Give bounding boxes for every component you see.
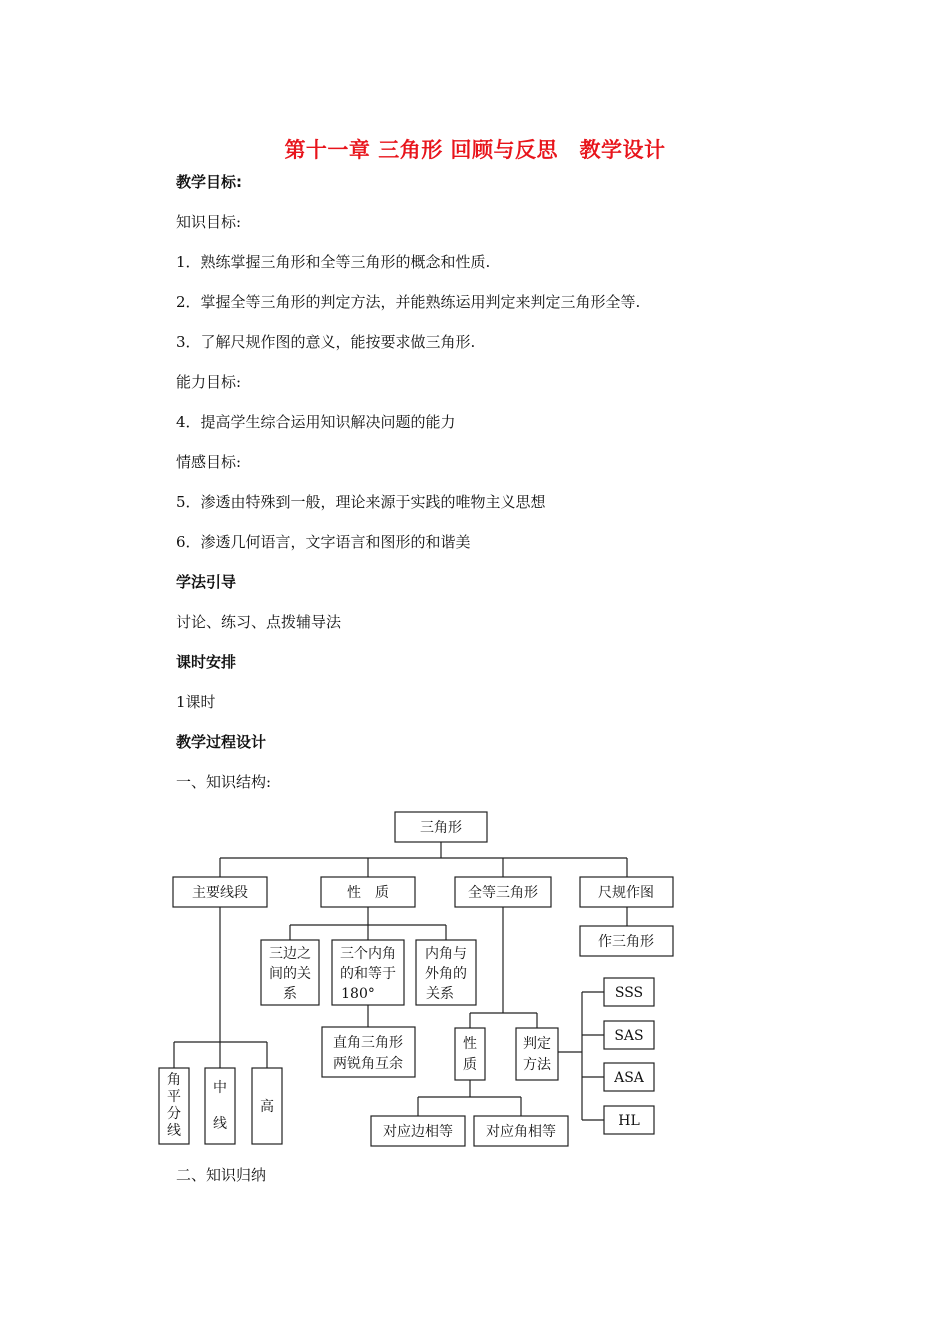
node-height-label: 高 (260, 1099, 274, 1115)
node-congruent-properties-line-2: 质 (463, 1057, 477, 1073)
goal-item-2: 2．掌握全等三角形的判定方法，并能熟练运用判定来判定三角形全等. (176, 293, 641, 311)
node-right-triangle (322, 1027, 415, 1077)
node-median (205, 1068, 235, 1144)
node-sides-relation-line-3: 系 (283, 986, 297, 1002)
node-inner-outer-line-1: 内角与 (425, 946, 467, 962)
node-construction (580, 877, 673, 907)
knowledge-goal-label: 知识目标: (176, 213, 242, 231)
node-inner-outer-line-3: 关系 (426, 986, 454, 1002)
goal-item-4: 4．提高学生综合运用知识解决问题的能力 (176, 413, 456, 431)
node-make-triangle-label: 作三角形 (598, 934, 654, 950)
node-sss (604, 978, 654, 1006)
node-sas-label: SAS (614, 1028, 644, 1044)
node-angle-bisector-line-3: 分 (167, 1106, 181, 1122)
node-triangle (395, 812, 487, 842)
emotion-goal-label: 情感目标: (176, 453, 242, 471)
ability-goal-label: 能力目标: (176, 373, 242, 391)
node-corresponding-angles-label: 对应角相等 (486, 1124, 556, 1140)
node-main-segments-label: 主要线段 (192, 885, 248, 901)
node-main-segments (173, 877, 267, 907)
node-sides-relation (261, 940, 319, 1005)
node-corresponding-sides (371, 1116, 465, 1146)
goals-heading: 教学目标: (176, 173, 242, 191)
node-congruent (455, 877, 551, 907)
node-median-line-1: 中 (213, 1080, 227, 1096)
section-2-heading: 二、知识归纳 (176, 1166, 267, 1184)
node-asa (604, 1063, 654, 1091)
node-sides-relation-line-2: 间的关 (269, 966, 311, 982)
node-corresponding-sides-label: 对应边相等 (383, 1124, 453, 1140)
node-make-triangle (580, 926, 673, 956)
node-judge-method-line-2: 方法 (523, 1057, 551, 1073)
node-properties-label: 性 质 (347, 885, 389, 901)
node-congruent-properties (455, 1028, 485, 1080)
method-text: 讨论、练习、点拨辅导法 (176, 613, 342, 631)
node-sss-label: SSS (614, 985, 644, 1001)
node-angle-sum-line-2: 的和等于 (340, 966, 396, 982)
node-inner-outer-line-2: 外角的 (425, 966, 467, 982)
section-1-heading: 一、知识结构: (176, 773, 272, 791)
node-hl (604, 1106, 654, 1134)
node-construction-label: 尺规作图 (598, 885, 654, 901)
node-angle-sum (332, 940, 404, 1005)
node-judge-method-line-1: 判定 (523, 1036, 551, 1052)
node-angle-bisector-line-4: 线 (167, 1123, 181, 1139)
node-angle-bisector-line-1: 角 (167, 1072, 181, 1088)
node-height (252, 1068, 282, 1144)
node-inner-outer (416, 940, 476, 1005)
node-congruent-properties-line-1: 性 (463, 1036, 477, 1052)
node-asa-label: ASA (614, 1070, 644, 1086)
goal-item-6: 6．渗透几何语言，文字语言和图形的和谐美 (176, 533, 471, 551)
schedule-text: 1课时 (176, 693, 216, 711)
node-properties (321, 877, 415, 907)
goal-item-1: 1．熟练掌握三角形和全等三角形的概念和性质. (176, 253, 491, 271)
schedule-heading: 课时安排 (176, 653, 237, 671)
node-right-triangle-line-2: 两锐角互余 (333, 1056, 403, 1072)
process-heading: 教学过程设计 (176, 733, 267, 751)
node-angle-bisector (159, 1068, 189, 1144)
node-median-line-2: 线 (213, 1116, 227, 1132)
goal-item-5: 5．渗透由特殊到一般，理论来源于实践的唯物主义思想 (176, 493, 546, 511)
method-heading: 学法引导 (176, 573, 237, 591)
node-right-triangle-line-1: 直角三角形 (333, 1035, 403, 1051)
node-sides-relation-line-1: 三边之 (269, 946, 311, 962)
node-sas (604, 1021, 654, 1049)
node-angle-sum-line-3: 180° (341, 986, 375, 1002)
node-hl-label: HL (618, 1113, 640, 1129)
node-corresponding-angles (474, 1116, 568, 1146)
node-triangle-label: 三角形 (420, 820, 462, 836)
page-title: 第十一章 三角形 回顾与反思 教学设计 (284, 138, 666, 162)
node-angle-sum-line-1: 三个内角 (340, 946, 396, 962)
node-congruent-label: 全等三角形 (468, 885, 538, 901)
node-angle-bisector-line-2: 平 (167, 1089, 181, 1105)
goal-item-3: 3．了解尺规作图的意义，能按要求做三角形. (176, 333, 476, 351)
node-judge-method (516, 1028, 558, 1080)
